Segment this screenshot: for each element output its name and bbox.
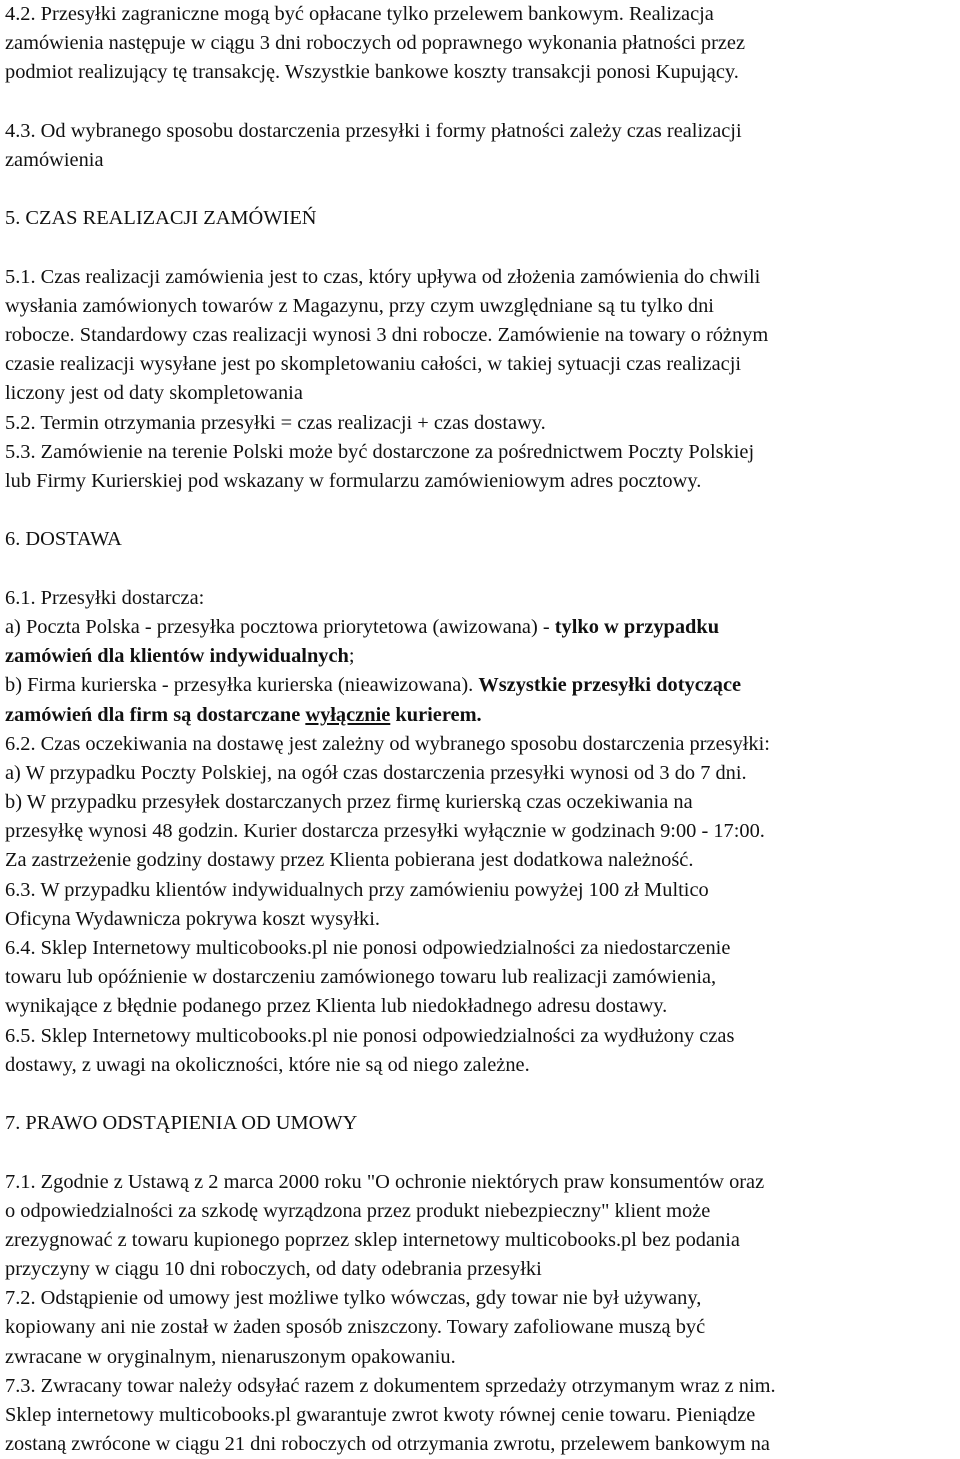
text-line: 5.3. Zamówienie na terenie Polski może być dostarczone za pośrednictwem Poczty Polskiej xyxy=(5,440,755,463)
bold-text: Wszystkie przesyłki dotyczące xyxy=(478,674,742,697)
text-line: towaru lub opóźnienie w dostarczeniu zamówionego towaru lub realizacji zamówienia, xyxy=(5,966,717,989)
text-line: przyczyny w ciągu 10 dni roboczych, od daty odebrania przesyłki xyxy=(5,1258,542,1281)
text-line: 5.1. Czas realizacji zamówienia jest to czas, który upływa od złożenia zamówienia do chwili xyxy=(5,265,761,288)
text-line: przesyłkę wynosi 48 godzin. Kurier dostarcza przesyłki wyłącznie w godzinach 9:00 - 17:00. xyxy=(5,820,765,843)
paragraph-spacer xyxy=(5,88,957,117)
text-line: Oficyna Wydawnicza pokrywa koszt wysyłki. xyxy=(5,907,380,930)
text-segment: b) Firma kurierska - przesyłka kurierska (nieawizowana). xyxy=(5,674,479,697)
text-line: 5. CZAS REALIZACJI ZAMÓWIEŃ xyxy=(5,207,317,230)
text-line: o odpowiedzialności za szkodę wyrządzona przez produkt niebezpieczny" klient może xyxy=(5,1199,711,1222)
text-line xyxy=(5,701,957,730)
paragraph-spacer xyxy=(5,496,957,525)
bold-text: tylko w przypadku xyxy=(554,615,720,638)
text-line: zrezygnować z towaru kupionego poprzez sklep internetowy multicobooks.pl bez podania xyxy=(5,1228,740,1251)
text-line xyxy=(5,613,957,642)
text-line: podmiot realizujący tę transakcję. Wszystkie bankowe koszty transakcji ponosi Kupujący. xyxy=(5,61,739,84)
text-line: a) W przypadku Poczty Polskiej, na ogół czas dostarczenia przesyłki wynosi od 3 do 7 dni. xyxy=(5,761,747,784)
text-line: Sklep internetowy multicobooks.pl gwarantuje zwrot kwoty równej cenie towaru. Pieniądze xyxy=(5,1404,756,1426)
text-line: liczony jest od daty skompletowania xyxy=(5,382,303,405)
text-line: 6.1. Przesyłki dostarcza: xyxy=(5,586,205,609)
text-line: 7.3. Zwracany towar należy odsyłać razem z dokumentem sprzedaży otrzymanym wraz z nim. xyxy=(5,1374,776,1397)
text-line: 6.3. W przypadku klientów indywidualnych przy zamówieniu powyżej 100 zł Multico xyxy=(5,878,709,901)
bold-text: zamówień dla firm są dostarczane xyxy=(5,703,306,726)
text-line: 4.3. Od wybranego sposobu dostarczenia przesyłki i formy płatności zależy czas realizacji xyxy=(5,119,742,142)
text-line: 6.5. Sklep Internetowy multicobooks.pl nie ponosi odpowiedzialności za wydłużony czas xyxy=(5,1024,735,1047)
text-line: robocze. Standardowy czas realizacji wynosi 3 dni robocze. Zamówienie na towary o różnym xyxy=(5,324,769,347)
text-line: lub Firmy Kurierskiej pod wskazany w formularzu zamówieniowym adres pocztowy. xyxy=(5,470,702,492)
text-segment: ; xyxy=(348,645,355,668)
text-line: wynikające z błędnie podanego przez Klienta lub niedokładnego adresu dostawy. xyxy=(5,995,668,1018)
bold-underlined-text: wyłącznie xyxy=(305,703,391,726)
text-line: zamówienia następuje w ciągu 3 dni roboczych od poprawnego wykonania płatności przez xyxy=(5,32,746,55)
text-line: 7. PRAWO ODSTĄPIENIA OD UMOWY xyxy=(5,1112,358,1135)
text-segment: a) Poczta Polska - przesyłka pocztowa priorytetowa (awizowana) - xyxy=(5,615,555,638)
text-line: 6. DOSTAWA xyxy=(5,528,122,551)
paragraph-spacer xyxy=(5,1080,957,1109)
bold-text: kurierem. xyxy=(390,703,482,726)
text-line: Za zastrzeżenie godziny dostawy przez Klienta pobierana jest dodatkowa należność. xyxy=(5,849,694,872)
text-line: kopiowany ani nie został w żaden sposób zniszczony. Towary zafoliowane muszą być xyxy=(5,1316,706,1339)
paragraph-spacer xyxy=(5,555,957,584)
paragraph-spacer xyxy=(5,175,957,204)
document-body xyxy=(5,0,957,1459)
text-line xyxy=(5,671,957,700)
text-line: 5.2. Termin otrzymania przesyłki = czas realizacji + czas dostawy. xyxy=(5,411,546,434)
text-line: b) W przypadku przesyłek dostarczanych przez firmę kurierską czas oczekiwania na xyxy=(5,791,693,814)
text-line: 6.4. Sklep Internetowy multicobooks.pl nie ponosi odpowiedzialności za niedostarczenie xyxy=(5,937,731,959)
text-line: 4.2. Przesyłki zagraniczne mogą być opłacane tylko przelewem bankowym. Realizacja xyxy=(5,3,714,25)
text-line: dostawy, z uwagi na okoliczności, które nie są od niego zależne. xyxy=(5,1053,530,1076)
paragraph-spacer xyxy=(5,234,957,263)
paragraph-spacer xyxy=(5,1138,957,1167)
text-line: wysłania zamówionych towarów z Magazynu, przy czym uwzględniane są tu tylko dni xyxy=(5,294,714,317)
text-line: zamówienia xyxy=(5,148,104,171)
text-line: 7.2. Odstąpienie od umowy jest możliwe tylko wówczas, gdy towar nie był używany, xyxy=(5,1287,702,1310)
text-line xyxy=(5,642,957,671)
text-line: 6.2. Czas oczekiwania na dostawę jest zależny od wybranego sposobu dostarczenia przesyłki: xyxy=(5,732,770,755)
text-line: zwracane w oryginalnym, nienaruszonym opakowaniu. xyxy=(5,1345,456,1368)
text-line: zostaną zwrócone w ciągu 21 dni roboczych od otrzymania zwrotu, przelewem bankowym na xyxy=(5,1433,770,1456)
bold-text: zamówień dla klientów indywidualnych xyxy=(5,645,349,668)
text-line: 7.1. Zgodnie z Ustawą z 2 marca 2000 roku "O ochronie niektórych praw konsumentów oraz xyxy=(5,1170,765,1193)
text-line: czasie realizacji wysyłane jest po skompletowaniu całości, w takiej sytuacji czas realizacji xyxy=(5,353,742,376)
